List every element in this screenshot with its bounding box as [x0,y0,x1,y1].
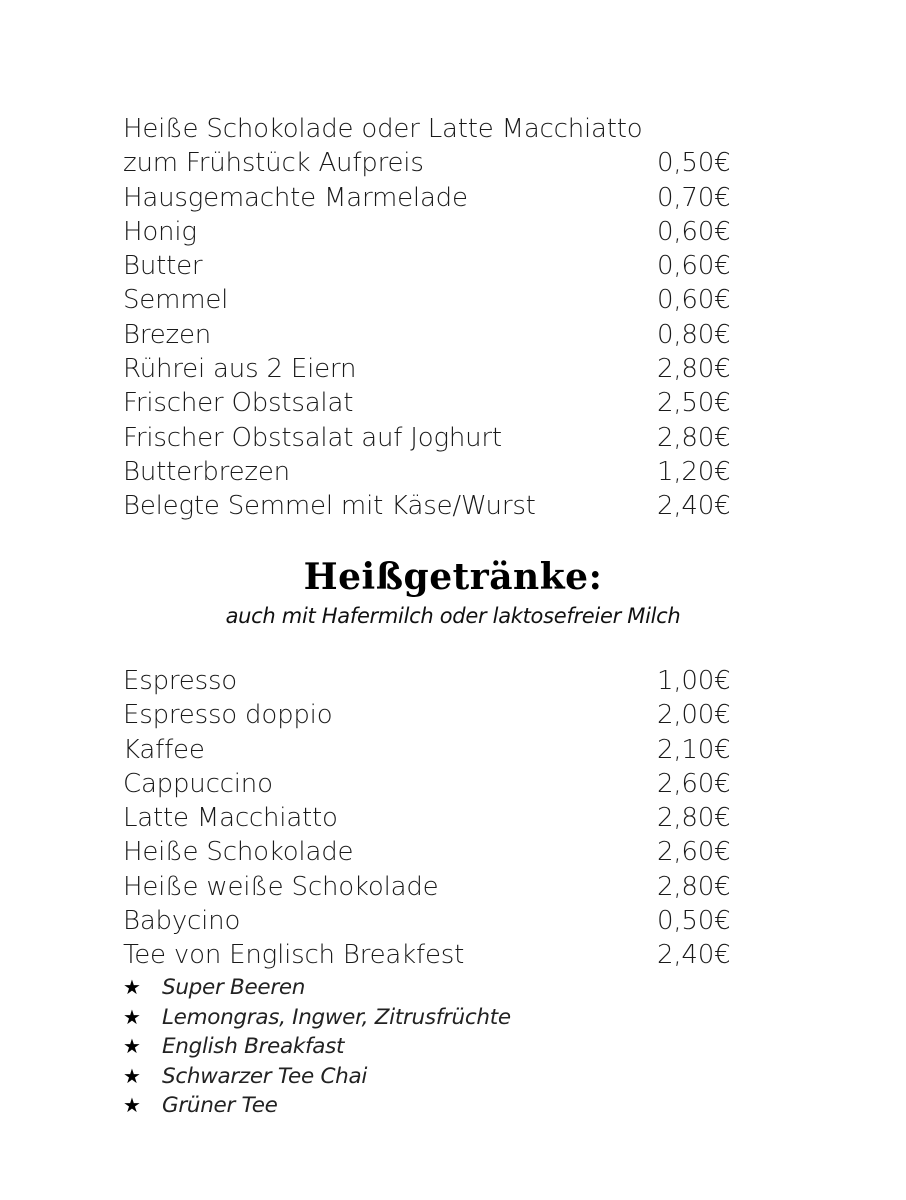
item-name: Espresso [123,666,237,696]
menu-item [123,318,733,352]
menu-item [123,870,733,904]
item-name: Hausgemachte Marmelade [123,182,468,213]
menu-item [123,733,733,767]
item-name: Kaffee [123,734,205,765]
menu-item [123,352,733,386]
item-name: Frischer Obstsalat auf Joghurt [123,422,502,453]
item-price: 2,80€ [657,803,731,834]
item-price: 0,50€ [657,906,731,937]
item-price: 0,50€ [657,148,731,179]
menu-item [123,421,733,455]
menu-item [123,664,733,698]
item-price: 2,50€ [657,388,731,419]
item-price: 2,80€ [657,422,731,453]
item-name: Semmel [123,285,229,316]
item-name: Belegte Semmel mit Käse/Wurst [123,491,536,522]
item-name: Butterbrezen [123,456,290,487]
hot-drinks-list [123,664,733,973]
item-name: Cappuccino [123,768,273,799]
menu-item [123,801,733,835]
tea-variety [123,1003,643,1033]
tea-variety-name: Lemongras, Ingwer, Zitrusfrüchte [162,1004,511,1030]
tea-variety [123,1032,643,1062]
item-price: 0,80€ [657,319,731,350]
menu-item [123,112,733,146]
item-price: 0,60€ [657,285,731,316]
item-price: 2,80€ [657,354,731,385]
tea-variety [123,1062,643,1092]
item-price: 2,40€ [657,940,731,971]
item-price: 2,80€ [657,871,731,902]
item-name: Espresso doppio [123,700,333,731]
menu-item [123,455,733,489]
item-name: Heiße Schokolade oder Latte Macchiatto [123,114,643,144]
menu-item [123,835,733,869]
item-name: Frischer Obstsalat [123,388,354,419]
item-name: Rührei aus 2 Eiern [123,354,357,385]
tea-varieties-list [123,973,643,1121]
item-name: zum Frühstück Aufpreis [123,148,424,179]
item-price: 2,60€ [657,837,731,868]
item-price: 0,70€ [657,182,731,213]
tea-variety-name: English Breakfast [162,1034,345,1059]
star-icon: ★ [123,1093,141,1117]
star-icon: ★ [123,1034,141,1058]
item-price: 0,60€ [657,251,731,282]
menu-item [123,283,733,317]
item-name: Brezen [123,319,212,350]
menu-item [123,146,733,180]
menu-item [123,386,733,420]
item-price: 2,60€ [657,768,731,799]
item-name: Heiße weiße Schokolade [123,871,439,902]
menu-item [123,181,733,215]
tea-variety-name: Grüner Tee [162,1093,278,1118]
star-icon: ★ [123,1004,141,1029]
item-name: Heiße Schokolade [123,837,354,868]
item-price: 1,20€ [657,456,731,487]
tea-variety-name: Schwarzer Tee Chai [162,1063,368,1089]
star-icon: ★ [123,975,141,999]
item-price: 1,00€ [657,666,731,696]
item-price: 2,40€ [657,491,731,522]
item-name: Honig [123,216,197,247]
tea-variety [123,1091,643,1121]
menu-item [123,249,733,283]
item-name: Tee von Englisch Breakfest [123,940,465,971]
breakfast-extras-list [123,112,733,524]
menu-item [123,215,733,249]
item-name: Latte Macchiatto [123,803,338,834]
menu-item [123,767,733,801]
section-title: Heißgetränke: [303,556,603,598]
section-subtitle: auch mit Hafermilch oder laktosefreier Milch [225,604,681,628]
menu-item [123,698,733,732]
tea-variety [123,973,643,1003]
item-price: 0,60€ [657,216,731,247]
item-price: 2,10€ [657,734,731,765]
menu-item [123,489,733,523]
star-icon: ★ [123,1063,141,1088]
tea-variety-name: Super Beeren [162,975,306,1000]
item-name: Butter [123,251,203,282]
item-name: Babycino [123,906,241,937]
item-price: 2,00€ [657,700,731,731]
menu-item [123,904,733,938]
menu-item [123,938,733,972]
